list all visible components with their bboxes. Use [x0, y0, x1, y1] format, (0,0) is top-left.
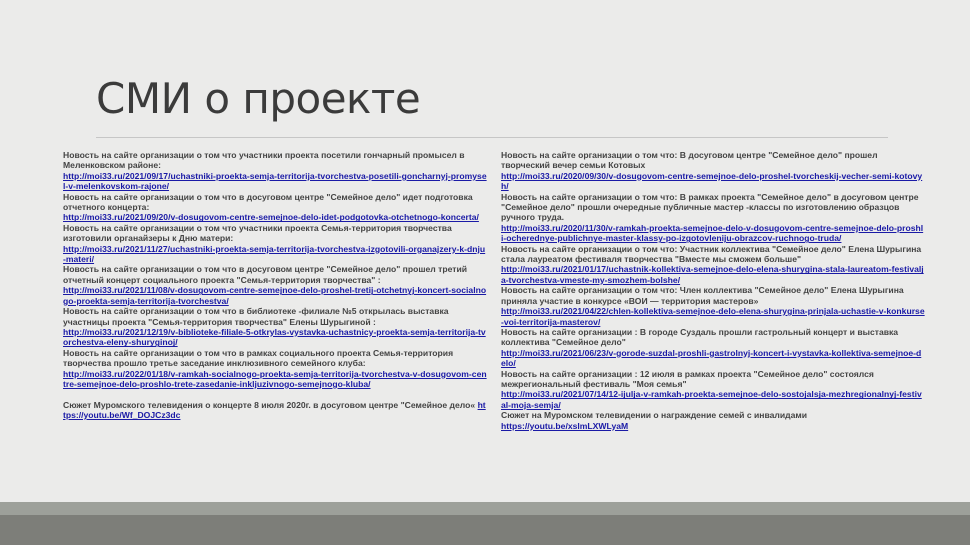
news-link[interactable]: http://moi33.ru/2022/01/18/v-ramkah-socialnogo-proekta-semja-territorija-tvorchestva-v-dosugovom-centre-semejnoe-delo-proshlo-trete-zasedanie-inkljuzivnogo-semejnogo-kluba/ [63, 368, 487, 389]
news-text: Новость на сайте организации : 12 июля в рамках проекта "Семейное дело" состоялся межрегиональный фестиваль "Моя семья" [501, 368, 874, 389]
footer-band [0, 502, 970, 515]
news-item [501, 244, 925, 286]
video-link[interactable]: https://youtu.be/Wf_DOJCz3dc [63, 399, 486, 421]
news-item [63, 192, 487, 223]
news-text: Новость на сайте организации о том что участники проекта посетили гончарный промысел в Меленковском районе: [63, 150, 465, 171]
footer-bar [0, 515, 970, 545]
news-item [501, 369, 925, 411]
news-text: Новость на сайте организации о том что: Участник коллектива "Семейное дело" Елена Шурыгина стала лауреатом фестиваля творчества "Вместе мы сможем больше" [501, 243, 922, 265]
news-link[interactable]: http://moi33.ru/2020/09/30/v-dosugovom-centre-semejnoe-delo-proshel-tvorcheskij-vecher-semi-kotovyh/ [501, 170, 923, 192]
right-column [501, 150, 925, 431]
news-link[interactable]: http://moi33.ru/2021/09/17/uchastniki-proekta-semja-territorija-tvorchestva-posetili-goncharnyj-promysel-v-melenkovskom-rajone/ [63, 170, 487, 192]
title-divider [96, 137, 888, 138]
news-item [63, 223, 487, 265]
spacer [63, 389, 487, 399]
news-text: Новость на сайте организации о том что: Член коллектива "Семейное дело" Елена Шурыгина приняла участие в конкурсе «ВОИ — территория мастеров» [501, 285, 904, 306]
news-item [63, 264, 487, 306]
news-link[interactable]: http://moi33.ru/2021/12/19/v-biblioteke-filiale-5-otkrylas-vystavka-uchastnicy-proekta-semja-territorija-tvorchestva-eleny-shuryginoj/ [63, 326, 486, 348]
video-link[interactable]: https://youtu.be/xslmLXWLyaM [501, 420, 629, 431]
news-item [501, 192, 925, 244]
news-item [501, 150, 925, 192]
news-item [501, 327, 925, 369]
news-link[interactable]: http://moi33.ru/2021/04/22/chlen-kollektiva-semejnoe-delo-elena-shurygina-prinjala-uchastie-v-konkurse-voi-territorija-masterov/ [501, 306, 925, 327]
news-link[interactable]: http://moi33.ru/2021/07/14/12-ijulja-v-ramkah-proekta-semejnoe-delo-sostojalsja-mezhregionalnyj-festival-moja-semja/ [501, 389, 922, 410]
page-title: СМИ о проекте [96, 74, 421, 123]
news-text: Новость на сайте организации о том что в библиотеке -филиале №5 открылась выставка участницы проекта "Семья-территория творчества" Елены Шурыгиной : [63, 306, 449, 327]
video-item [501, 410, 925, 431]
video-text: Сюжет на Муромском телевидении о награждение семей с инвалидами [501, 410, 808, 421]
news-link[interactable]: http://moi33.ru/2021/06/23/v-gorode-suzdal-proshli-gastrolnyj-koncert-i-vystavka-kollektiva-semejnoe-delo/ [501, 347, 922, 369]
video-text: Сюжет Муромского телевидения о концерте 8 июля 2020г. в досуговом центре "Семейное дело« [63, 399, 476, 410]
news-item [63, 306, 487, 348]
news-link[interactable]: http://moi33.ru/2021/01/17/uchastnik-kollektiva-semejnoe-delo-elena-shurygina-stala-laureatom-festivalja-tvorchestva-vmeste-my-smozhem-bolshe/ [501, 264, 924, 285]
news-link[interactable]: http://moi33.ru/2020/11/30/v-ramkah-proekta-semejnoe-delo-v-dosugovom-centre-semejnoe-delo-proshli-ocherednye-publichnye-master-klassy-po-izgotovleniju-obrazcov-ruchnogo-truda/ [501, 222, 924, 244]
news-text: Новость на сайте организации о том что в досуговом центре "Семейное дело" идет подготовка отчетного концерта: [63, 191, 473, 213]
news-link[interactable]: http://moi33.ru/2021/09/20/v-dosugovom-centre-semejnoe-delo-idet-podgotovka-otchetnogo-koncerta/ [63, 212, 479, 223]
news-item [63, 150, 487, 192]
news-text: Новость на сайте организации о том что: В рамках проекта "Семейное дело" в досуговом центре "Семейное дело" прошли очередные публичные мастер -классы по изготовлению образцов ручного труда. [501, 191, 919, 223]
news-text: Новость на сайте организации : В городе Суздаль прошли гастрольный концерт и выставка коллектива "Семейное дело" [501, 326, 899, 348]
news-text: Новость на сайте организации о том что в рамках социального проекта Семья-территория творчества прошло третье заседание инклюзивного семейного клуба: [63, 347, 454, 369]
news-text: Новость на сайте организации о том что: В досуговом центре "Семейное дело" прошел творческий вечер семьи Котовых [501, 150, 878, 171]
news-item [63, 348, 487, 390]
video-item [63, 400, 487, 421]
left-column [63, 150, 487, 421]
news-item [501, 285, 925, 327]
news-link[interactable]: http://moi33.ru/2021/11/27/uchastniki-proekta-semja-territorija-tvorchestva-izgotovili-organajzery-k-dnju-materi/ [63, 243, 486, 265]
news-link[interactable]: http://moi33.ru/2021/11/08/v-dosugovom-centre-semejnoe-delo-proshel-tretij-otchetnyj-koncert-socialnogo-proekta-semja-territorija-tvorchestva/ [63, 285, 487, 306]
news-text: Новость на сайте организации о том что в досуговом центре "Семейное дело" прошел третий отчетный концерт социального проекта "Семья-территория творчества" : [63, 264, 468, 285]
news-text: Новость на сайте организации о том что участники проекта Семья-территория творчества изготовили органайзеры к Дню матери: [63, 222, 452, 244]
